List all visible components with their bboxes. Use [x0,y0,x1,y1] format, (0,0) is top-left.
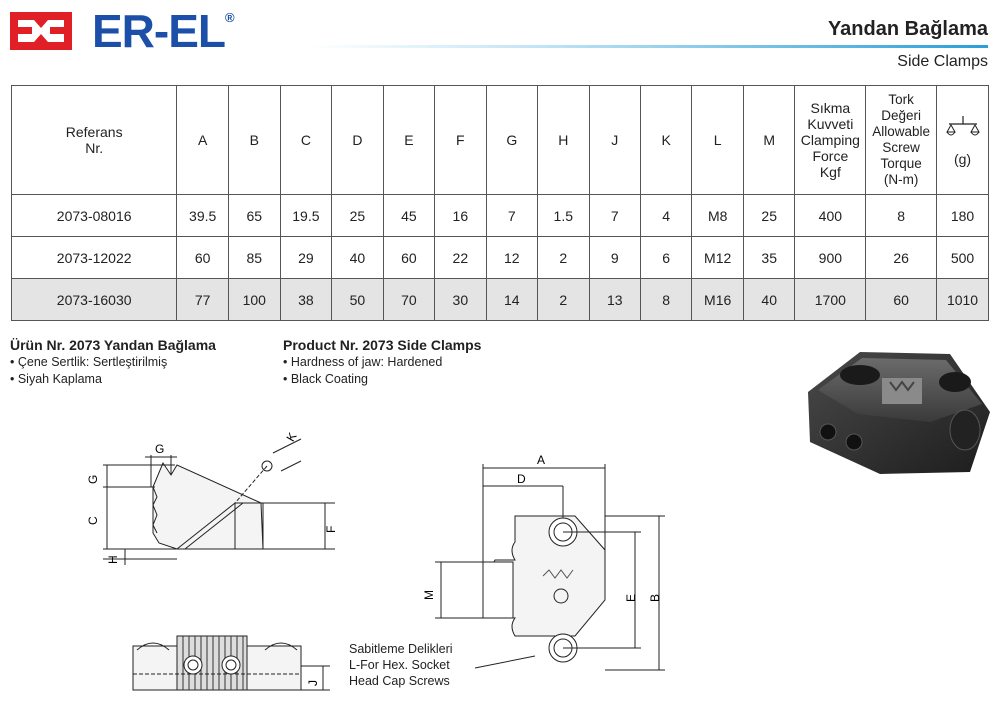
table-row [12,279,989,321]
header-g: G [486,86,537,195]
cell-ref: 2073-08016 [12,195,177,237]
cell-weight: 180 [937,195,989,237]
header-weight: (g) [937,86,989,195]
cell-m: 25 [743,195,794,237]
note-item: • Siyah Kaplama [10,372,102,386]
header-d: D [332,86,383,195]
cell-f: 30 [435,279,486,321]
header-b: B [228,86,280,195]
cell-b: 65 [228,195,280,237]
product-notes-tr [10,337,216,388]
cell-g: 14 [486,279,537,321]
header-ref: Referans Nr. [12,86,177,195]
cell-torque: 26 [866,237,937,279]
page-title-en: Side Clamps [897,53,988,70]
cell-ref: 2073-16030 [12,279,177,321]
label-f: F [324,525,338,533]
header-a: A [177,86,229,195]
label-g-vert: G [86,474,100,484]
cell-l: M12 [692,237,744,279]
cell-torque: 60 [866,279,937,321]
brand-name: ER-EL® [92,5,234,57]
cell-e: 45 [383,195,434,237]
product-photo [800,342,996,482]
top-view-drawing [415,450,675,680]
header-rule [310,45,988,48]
cell-a: 77 [177,279,229,321]
cell-h: 2 [538,237,590,279]
cell-ref: 2073-12022 [12,237,177,279]
bottom-view-drawing [125,628,335,698]
note-item: • Hardness of jaw: Hardened [283,355,443,369]
notes-heading-tr: Ürün Nr. 2073 Yandan Bağlama [10,337,216,353]
cell-l: M16 [692,279,744,321]
label-d: D [517,472,526,486]
cell-force: 1700 [795,279,866,321]
header-h: H [538,86,590,195]
cell-j: 9 [589,237,640,279]
header-j: J [589,86,640,195]
cell-e: 60 [383,237,434,279]
label-e: E [624,593,638,602]
screw-note [349,641,453,689]
label-k: K [283,430,300,444]
cell-h: 1.5 [538,195,590,237]
label-c: C [86,516,100,525]
cell-weight: 1010 [937,279,989,321]
cell-weight: 500 [937,237,989,279]
side-view-drawing [85,425,345,575]
header-l: L [692,86,744,195]
header-f: F [435,86,486,195]
header-force: Sıkma Kuvveti Clamping Force Kgf [795,86,866,195]
cell-m: 40 [743,279,794,321]
cell-force: 900 [795,237,866,279]
label-a: A [537,453,546,467]
cell-f: 16 [435,195,486,237]
label-j: J [306,680,320,686]
header-torque: Tork Değeri Allowable Screw Torque (N-m) [866,86,937,195]
cell-d: 40 [332,237,383,279]
cell-l: M8 [692,195,744,237]
screw-note-line: Head Cap Screws [349,674,450,688]
cell-j: 7 [589,195,640,237]
screw-note-line: Sabitleme Delikleri [349,642,453,656]
erel-logo-icon [10,12,72,50]
note-item: • Çene Sertlik: Sertleştirilmiş [10,355,168,369]
cell-m: 35 [743,237,794,279]
cell-a: 39.5 [177,195,229,237]
label-h: H [106,555,120,564]
header-c: C [280,86,332,195]
table-header-row [12,86,989,195]
spec-table [11,85,989,321]
header-e: E [383,86,434,195]
cell-b: 100 [228,279,280,321]
cell-c: 29 [280,237,332,279]
scale-icon [945,114,981,148]
cell-d: 50 [332,279,383,321]
header-m: M [743,86,794,195]
label-b: B [648,593,662,602]
cell-a: 60 [177,237,229,279]
cell-c: 38 [280,279,332,321]
cell-j: 13 [589,279,640,321]
cell-e: 70 [383,279,434,321]
cell-g: 12 [486,237,537,279]
label-g: G [155,442,165,456]
notes-heading-en: Product Nr. 2073 Side Clamps [283,337,482,353]
screw-note-line: L-For Hex. Socket [349,658,450,672]
cell-c: 19.5 [280,195,332,237]
product-notes-en [283,337,481,388]
page-title-tr: Yandan Bağlama [827,18,988,40]
header-k: K [640,86,691,195]
cell-d: 25 [332,195,383,237]
cell-torque: 8 [866,195,937,237]
table-row [12,237,989,279]
cell-b: 85 [228,237,280,279]
cell-k: 8 [640,279,691,321]
table-row [12,195,989,237]
cell-f: 22 [435,237,486,279]
cell-k: 4 [640,195,691,237]
cell-g: 7 [486,195,537,237]
cell-k: 6 [640,237,691,279]
note-item: • Black Coating [283,372,368,386]
cell-h: 2 [538,279,590,321]
cell-force: 400 [795,195,866,237]
label-m: M [422,590,436,600]
